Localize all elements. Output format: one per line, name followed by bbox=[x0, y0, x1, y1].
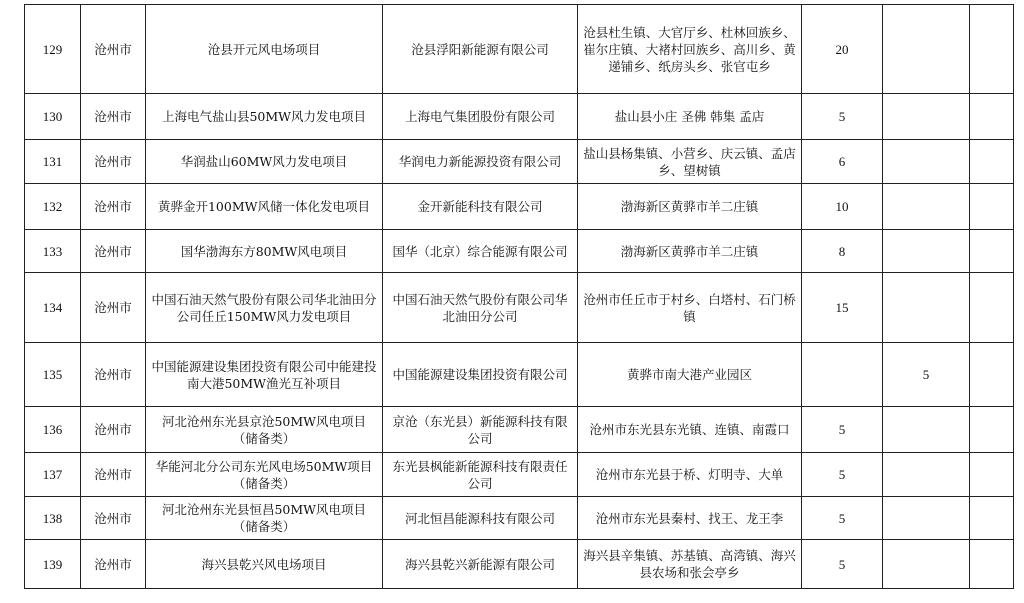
cell-company: 河北恒昌能源科技有限公司 bbox=[383, 497, 578, 540]
cell-number: 135 bbox=[25, 343, 81, 407]
table-row bbox=[25, 343, 1014, 407]
cell-extra bbox=[883, 540, 970, 589]
cell-city: 沧州市 bbox=[81, 140, 146, 184]
cell-project-name: 沧县开元风电场项目 bbox=[146, 5, 383, 94]
cell-blank bbox=[970, 540, 1014, 589]
cell-capacity: 15 bbox=[802, 273, 883, 343]
table-row bbox=[25, 453, 1014, 497]
cell-number: 139 bbox=[25, 540, 81, 589]
cell-location: 沧州市东光县于桥、灯明寺、大单 bbox=[578, 453, 802, 497]
cell-number: 137 bbox=[25, 453, 81, 497]
table-row bbox=[25, 5, 1014, 94]
cell-extra bbox=[883, 5, 970, 94]
cell-blank bbox=[970, 140, 1014, 184]
cell-capacity: 5 bbox=[802, 497, 883, 540]
cell-city: 沧州市 bbox=[81, 273, 146, 343]
table-row bbox=[25, 140, 1014, 184]
cell-project-name: 海兴县乾兴风电场项目 bbox=[146, 540, 383, 589]
cell-city: 沧州市 bbox=[81, 497, 146, 540]
cell-extra bbox=[883, 230, 970, 273]
cell-capacity: 5 bbox=[802, 540, 883, 589]
cell-project-name: 黄骅金开100MW风储一体化发电项目 bbox=[146, 184, 383, 230]
cell-blank bbox=[970, 230, 1014, 273]
cell-number: 136 bbox=[25, 407, 81, 453]
cell-city: 沧州市 bbox=[81, 540, 146, 589]
cell-project-name: 华润盐山60MW风力发电项目 bbox=[146, 140, 383, 184]
cell-capacity bbox=[802, 343, 883, 407]
cell-extra bbox=[883, 453, 970, 497]
cell-capacity: 5 bbox=[802, 453, 883, 497]
cell-location: 海兴县辛集镇、苏基镇、高湾镇、海兴县农场和张会亭乡 bbox=[578, 540, 802, 589]
cell-location: 渤海新区黄骅市羊二庄镇 bbox=[578, 184, 802, 230]
cell-extra bbox=[883, 140, 970, 184]
table-row bbox=[25, 230, 1014, 273]
cell-number: 134 bbox=[25, 273, 81, 343]
cell-extra bbox=[883, 94, 970, 140]
cell-capacity: 5 bbox=[802, 407, 883, 453]
cell-company: 华润电力新能源投资有限公司 bbox=[383, 140, 578, 184]
cell-city: 沧州市 bbox=[81, 184, 146, 230]
cell-number: 131 bbox=[25, 140, 81, 184]
cell-blank bbox=[970, 273, 1014, 343]
cell-location: 盐山县杨集镇、小营乡、庆云镇、孟店乡、望树镇 bbox=[578, 140, 802, 184]
cell-extra: 5 bbox=[883, 343, 970, 407]
cell-blank bbox=[970, 497, 1014, 540]
cell-blank bbox=[970, 407, 1014, 453]
cell-blank bbox=[970, 5, 1014, 94]
cell-location: 盐山县小庄 圣佛 韩集 孟店 bbox=[578, 94, 802, 140]
cell-company: 金开新能科技有限公司 bbox=[383, 184, 578, 230]
project-table bbox=[24, 4, 1014, 589]
cell-blank bbox=[970, 453, 1014, 497]
cell-location: 沧州市东光县秦村、找王、龙王李 bbox=[578, 497, 802, 540]
cell-city: 沧州市 bbox=[81, 407, 146, 453]
cell-company: 沧县浮阳新能源有限公司 bbox=[383, 5, 578, 94]
table-row bbox=[25, 184, 1014, 230]
cell-project-name: 华能河北分公司东光风电场50MW项目（储备类） bbox=[146, 453, 383, 497]
table-body bbox=[25, 5, 1014, 589]
cell-extra bbox=[883, 407, 970, 453]
table-row bbox=[25, 497, 1014, 540]
cell-capacity: 20 bbox=[802, 5, 883, 94]
cell-extra bbox=[883, 497, 970, 540]
cell-number: 132 bbox=[25, 184, 81, 230]
cell-location: 沧州市任丘市于村乡、白塔村、石门桥镇 bbox=[578, 273, 802, 343]
table-row bbox=[25, 94, 1014, 140]
cell-city: 沧州市 bbox=[81, 343, 146, 407]
cell-project-name: 河北沧州东光县京沧50MW风电项目（储备类） bbox=[146, 407, 383, 453]
cell-blank bbox=[970, 184, 1014, 230]
cell-project-name: 国华渤海东方80MW风电项目 bbox=[146, 230, 383, 273]
cell-blank bbox=[970, 94, 1014, 140]
cell-capacity: 10 bbox=[802, 184, 883, 230]
cell-company: 中国能源建设集团投资有限公司 bbox=[383, 343, 578, 407]
cell-project-name: 中国石油天然气股份有限公司华北油田分公司任丘150MW风力发电项目 bbox=[146, 273, 383, 343]
cell-company: 国华（北京）综合能源有限公司 bbox=[383, 230, 578, 273]
cell-project-name: 中国能源建设集团投资有限公司中能建投南大港50MW渔光互补项目 bbox=[146, 343, 383, 407]
table-row bbox=[25, 273, 1014, 343]
cell-capacity: 5 bbox=[802, 94, 883, 140]
cell-city: 沧州市 bbox=[81, 5, 146, 94]
cell-extra bbox=[883, 273, 970, 343]
cell-capacity: 8 bbox=[802, 230, 883, 273]
cell-company: 上海电气集团股份有限公司 bbox=[383, 94, 578, 140]
cell-number: 138 bbox=[25, 497, 81, 540]
cell-project-name: 上海电气盐山县50MW风力发电项目 bbox=[146, 94, 383, 140]
cell-company: 东光县枫能新能源科技有限责任公司 bbox=[383, 453, 578, 497]
cell-location: 沧州市东光县东光镇、连镇、南霞口 bbox=[578, 407, 802, 453]
cell-number: 130 bbox=[25, 94, 81, 140]
cell-number: 133 bbox=[25, 230, 81, 273]
cell-capacity: 6 bbox=[802, 140, 883, 184]
cell-location: 沧县杜生镇、大官厅乡、杜林回族乡、崔尔庄镇、大褚村回族乡、高川乡、黄递铺乡、纸房头乡、张官屯乡 bbox=[578, 5, 802, 94]
cell-extra bbox=[883, 184, 970, 230]
cell-project-name: 河北沧州东光县恒昌50MW风电项目（储备类） bbox=[146, 497, 383, 540]
cell-location: 渤海新区黄骅市羊二庄镇 bbox=[578, 230, 802, 273]
cell-company: 海兴县乾兴新能源有限公司 bbox=[383, 540, 578, 589]
cell-blank bbox=[970, 343, 1014, 407]
cell-number: 129 bbox=[25, 5, 81, 94]
table-row bbox=[25, 540, 1014, 589]
table-row bbox=[25, 407, 1014, 453]
cell-city: 沧州市 bbox=[81, 94, 146, 140]
cell-city: 沧州市 bbox=[81, 230, 146, 273]
cell-location: 黄骅市南大港产业园区 bbox=[578, 343, 802, 407]
cell-city: 沧州市 bbox=[81, 453, 146, 497]
cell-company: 中国石油天然气股份有限公司华北油田分公司 bbox=[383, 273, 578, 343]
cell-company: 京沧（东光县）新能源科技有限公司 bbox=[383, 407, 578, 453]
